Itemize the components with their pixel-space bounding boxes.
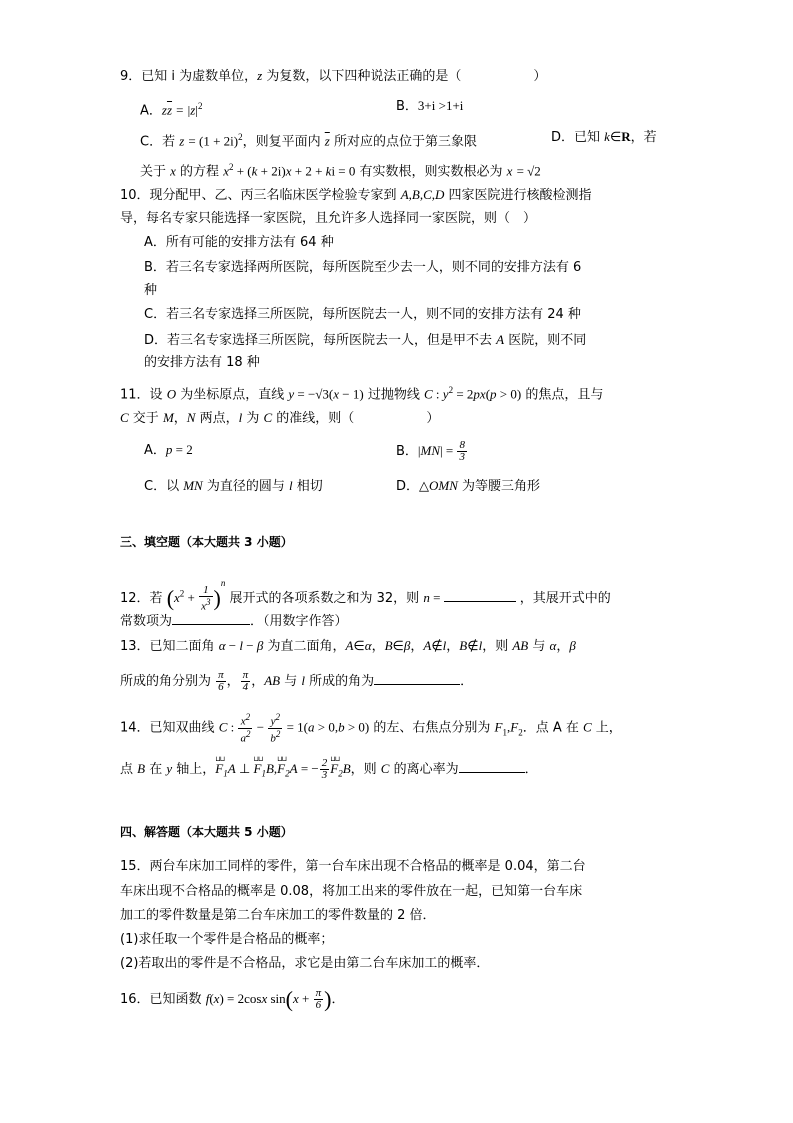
q14-line-2: 点 B 在 y 轴上，⊔⊔ $F_1A$ ⊥ ⊔⊔ $F_1B,⊔⊔$ $F_2A$ = − $\frac{2}{3}$ ⊔⊔ $F_2B$，则 C 的离心率为 ． <box>120 758 538 784</box>
q11-option-b: B．|MN| = $\frac{8}{3}$ <box>396 439 465 463</box>
q9-option-a: A．$z\overline{z} = |z|^2$ <box>140 101 203 119</box>
q12-line-1: 12．若 ($x^2$ + $\frac{1}{x^3}$ )$^n$ 展开式的各项系数之和为 32，则 n = ，其展开式中的 <box>120 578 611 613</box>
q9-option-b: B．3+i >1+i <box>396 98 464 114</box>
q10-stem-1: 10．现分配甲、乙、丙三名临床医学检验专家到 A,B,C,D 四家医院进行核酸检测指 <box>120 187 592 203</box>
q11-option-d: D．△OMN 为等腰三角形 <box>396 478 541 494</box>
section-4-heading: 四、解答题（本大题共 5 小题） <box>120 825 293 839</box>
q10-option-c: C．若三名专家选择三所医院，每所医院去一人，则不同的安排方法有 24 种 <box>144 307 581 322</box>
q15-line-1: 15．两台车床加工同样的零件，第一台车床出现不合格品的概率是 0.04，第二台 <box>120 859 586 874</box>
q15-line-2: 车床出现不合格品的概率是 0.08，将加工出来的零件放在一起，已知第一台车床 <box>120 884 583 899</box>
q10-option-d-cont: 的安排方法有 18 种 <box>144 355 260 370</box>
q13-line-1: 13．已知二面角 α − l − β 为直二面角，A∈α，B∈β，A∉l，B∉l，则 AB 与 α，β <box>120 638 576 654</box>
q9-stem: 9．已知 i 为虚数单位，z 为复数，以下四种说法正确的是（ ） <box>120 68 547 84</box>
q10-option-d: D．若三名专家选择三所医院，每所医院去一人，但是甲不去 A 医院，则不同 <box>144 332 587 348</box>
q9-option-d-cont: 关于 x 的方程 $x^2 + (k + 2i)x + 2$ + ki = 0 有实数根，则实数根必为 x = √2 <box>140 162 541 180</box>
q15-sub-2: (2)若取出的零件是不合格品，求它是由第二台车床加工的概率． <box>120 956 490 971</box>
q11-option-c: C．以 MN 为直径的圆与 l 相切 <box>144 478 323 494</box>
q15-line-3: 加工的零件数量是第二台车床加工的零件数量的 2 倍． <box>120 908 436 923</box>
section-3-heading: 三、填空题（本大题共 3 小题） <box>120 535 293 549</box>
q10-option-b: B．若三名专家选择两所医院，每所医院至少去一人，则不同的安排方法有 6 <box>144 260 582 275</box>
q11-stem-2: C 交于 M，N 两点，l 为 C 的准线，则（ ） <box>120 410 440 426</box>
q10-stem-2: 导，每名专家只能选择一家医院，且允许多人选择同一家医院，则（ ） <box>120 211 537 226</box>
q16-line-1: 16．已知函数 f(x) = 2cosx sin(x + $\frac{\pi}{6}$ )． <box>120 986 345 1012</box>
q11-option-a: A．p = 2 <box>144 442 193 458</box>
q10-option-b-cont: 种 <box>144 283 158 298</box>
q9-option-d: D．已知 k∈R，若 <box>551 129 657 145</box>
q15-sub-1: (1)求任取一个零件是合格品的概率； <box>120 932 334 947</box>
q14-line-1: 14．已知双曲线 C : $\frac{x^2}{a^2}$ − $\frac{y^2}{b^2}$ = 1(a > 0,b > 0) 的左、右焦点分别为 $F_1,F_2$．点 A 在 C 上， <box>120 712 622 745</box>
q13-line-2: 所成的角分别为 $\frac{\pi}{6}$ ， $\frac{\pi}{4}$ ，AB 与 l 所成的角为 ． <box>120 669 474 693</box>
q10-option-a: A．所有可能的安排方法有 64 种 <box>144 235 334 250</box>
q11-stem-1: 11．设 O 为坐标原点，直线 y = −√3(x − 1) 过抛物线 C : $y^2 = 2px(p > 0)$ 的焦点，且与 <box>120 385 604 403</box>
q12-line-2: 常数项为 ．（用数字作答） <box>120 610 348 632</box>
q9-option-c: C．若 $z = (1 + 2i)^2$，则复平面内 $\overline{z}$ 所对应的点位于第三象限 <box>140 132 477 150</box>
